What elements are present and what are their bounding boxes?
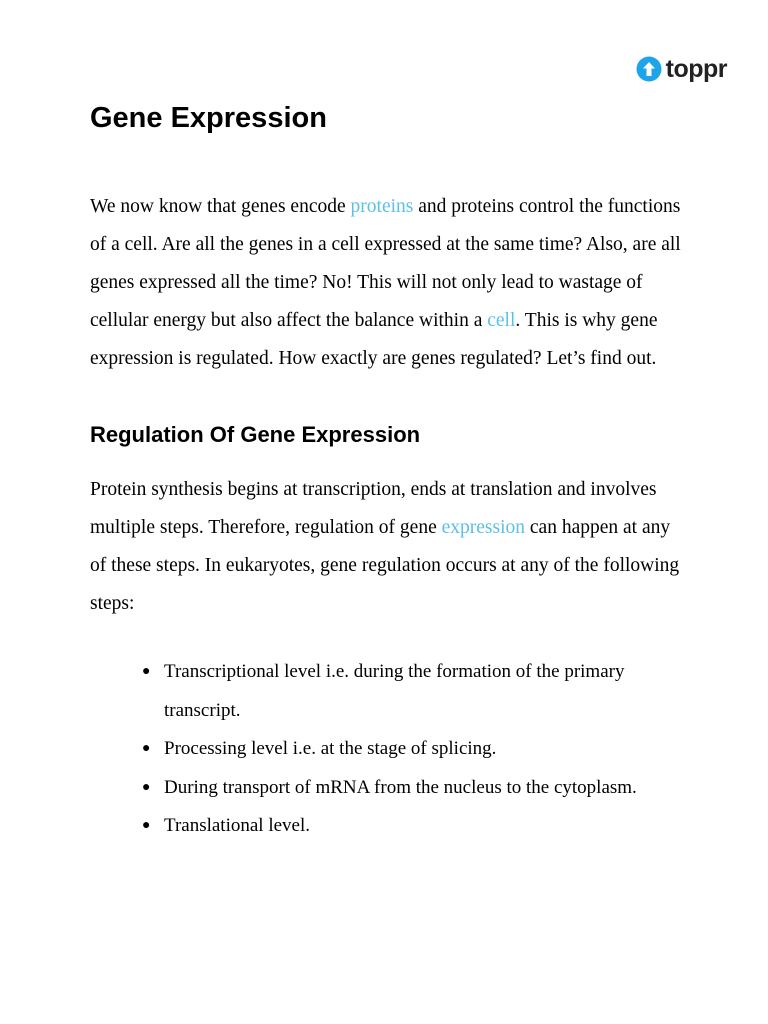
bullet-icon: ● [142,779,151,795]
list-item-text: Transcriptional level i.e. during the formation of the primary transcript. [164,661,625,721]
bullet-icon: ● [142,818,151,833]
list-item-text: Processing level i.e. at the stage of splicing. [164,738,497,759]
list-item [142,807,690,846]
section-text-2: can happen at any of these steps. In eukaryotes, gene regulation occurs at any of the following steps: [90,517,680,614]
bullet-icon: ● [142,741,151,756]
intro-text-1: We now know that genes encode [90,196,351,217]
proteins-link[interactable]: proteins [350,196,414,217]
toppr-logo [636,56,727,82]
intro-text-2: and proteins control the functions of a cell. Are all the genes in a cell expressed at the same time? Also, are all genes expressed all the time? No! This will not only lead to wastage of cellular energy but also affect the balance within a [90,196,681,331]
list-item [142,769,690,808]
section-text-1: Protein synthesis begins at transcription, ends at translation and involves multiple steps. Therefore, regulation of gene [90,479,657,538]
list-item-text: Translational level. [164,815,310,836]
list-item [142,653,690,730]
section-paragraph [90,471,690,623]
list-item [142,730,690,769]
bullet-icon: ● [142,664,151,679]
list-item-text: During transport of mRNA from the nucleus to the cytoplasm. [164,776,637,798]
intro-paragraph [90,188,690,378]
expression-link[interactable]: expression [441,517,526,538]
intro-text-3: . This is why gene expression is regulated. How exactly are genes regulated? Let’s find out. [90,310,658,369]
logo-text: toppr [665,54,727,83]
upload-arrow-icon [636,56,662,82]
cell-link[interactable]: cell [487,310,516,331]
document-page [90,100,690,846]
page-title: Gene Expression [90,102,327,134]
steps-list [90,653,690,846]
section-heading: Regulation Of Gene Expression [90,422,421,447]
